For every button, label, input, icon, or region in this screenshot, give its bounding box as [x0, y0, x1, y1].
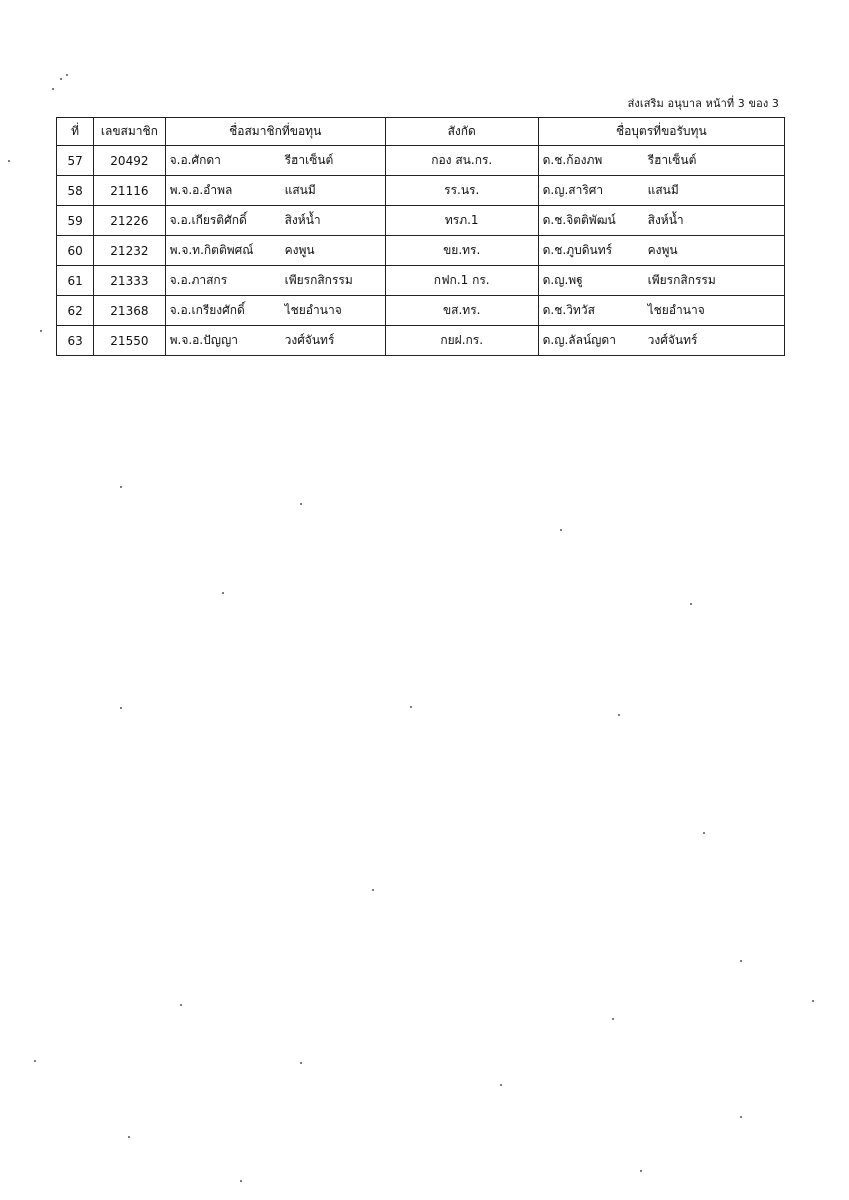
member-first-name: จ.อ.ศักดา — [169, 153, 221, 167]
child-first-name: ด.ญ.พฐู — [542, 273, 583, 287]
cell-member-name — [165, 206, 385, 236]
scan-speck — [8, 160, 10, 162]
cell-child-name — [538, 266, 784, 296]
scan-speck — [40, 330, 42, 332]
cell-member-id: 21550 — [94, 326, 165, 356]
col-header-no: ที่ — [57, 118, 94, 146]
scan-speck — [128, 1136, 130, 1138]
scan-speck — [612, 1018, 614, 1020]
child-first-name: ด.ช.จิตติพัฒน์ — [542, 213, 616, 227]
member-last-name: รีฮาเซ็นต์ — [284, 153, 334, 167]
member-first-name: จ.อ.ภาสกร — [169, 273, 228, 287]
child-last-name: สิงห์น้ำ — [647, 213, 684, 227]
col-header-member-id: เลขสมาชิก — [94, 118, 165, 146]
member-last-name: แสนมี — [284, 183, 316, 197]
cell-unit: กยฝ.กร. — [385, 326, 538, 356]
cell-no: 59 — [57, 206, 94, 236]
cell-unit: กอง สน.กร. — [385, 146, 538, 176]
table-row — [57, 176, 785, 206]
cell-member-name — [165, 326, 385, 356]
cell-member-id: 21368 — [94, 296, 165, 326]
scan-speck — [812, 1000, 814, 1002]
cell-member-name — [165, 146, 385, 176]
scan-speck — [703, 832, 705, 834]
cell-member-id: 21333 — [94, 266, 165, 296]
cell-member-id: 21232 — [94, 236, 165, 266]
table-row — [57, 236, 785, 266]
scholarship-table — [56, 117, 785, 356]
cell-unit: กฟก.1 กร. — [385, 266, 538, 296]
cell-child-name — [538, 326, 784, 356]
cell-no: 58 — [57, 176, 94, 206]
child-last-name: แสนมี — [647, 183, 679, 197]
cell-member-id: 21226 — [94, 206, 165, 236]
member-first-name: พ.จ.อ.ปัญญา — [169, 333, 238, 347]
cell-member-name — [165, 176, 385, 206]
scan-speck — [120, 486, 122, 488]
scan-speck — [240, 1180, 242, 1182]
child-last-name: คงพูน — [647, 243, 678, 257]
cell-child-name — [538, 176, 784, 206]
member-first-name: พ.จ.อ.อำพล — [169, 183, 233, 197]
member-last-name: สิงห์น้ำ — [284, 213, 321, 227]
scan-speck — [690, 603, 692, 605]
table-row — [57, 326, 785, 356]
member-first-name: จ.อ.เกรียงศักดิ์ — [169, 303, 245, 317]
table-row — [57, 206, 785, 236]
member-first-name: พ.จ.ท.กิตติพศณ์ — [169, 243, 254, 257]
scan-speck — [618, 714, 620, 716]
cell-member-id: 21116 — [94, 176, 165, 206]
cell-no: 61 — [57, 266, 94, 296]
scan-speck — [34, 1060, 36, 1062]
child-last-name: ไชยอำนาจ — [647, 303, 705, 317]
member-last-name: คงพูน — [284, 243, 315, 257]
cell-no: 57 — [57, 146, 94, 176]
scan-speck — [180, 1004, 182, 1006]
col-header-child-name: ชื่อบุตรที่ขอรับทุน — [538, 118, 784, 146]
table-row — [57, 266, 785, 296]
table-row — [57, 296, 785, 326]
scan-speck — [372, 889, 374, 891]
member-last-name: ไชยอำนาจ — [284, 303, 342, 317]
cell-no: 63 — [57, 326, 94, 356]
child-last-name: เพียรกสิกรรม — [647, 273, 716, 287]
cell-child-name — [538, 236, 784, 266]
child-last-name: วงศ์จันทร์ — [647, 333, 698, 347]
scan-speck — [640, 1170, 642, 1172]
child-first-name: ด.ช.ก้องภพ — [542, 153, 603, 167]
col-header-member-name: ชื่อสมาชิกที่ขอทุน — [165, 118, 385, 146]
scan-speck — [300, 1062, 302, 1064]
scan-speck — [52, 88, 54, 90]
scan-speck — [410, 706, 412, 708]
scan-speck — [740, 1116, 742, 1118]
scan-speck — [66, 74, 68, 76]
table-header-row — [57, 118, 785, 146]
member-last-name: วงศ์จันทร์ — [284, 333, 335, 347]
cell-member-name — [165, 236, 385, 266]
scan-speck — [300, 503, 302, 505]
scan-speck — [740, 960, 742, 962]
page-header-note: ส่งเสริม อนุบาล หน้าที่ 3 ของ 3 — [627, 97, 779, 110]
scan-speck — [560, 529, 562, 531]
col-header-unit: สังกัด — [385, 118, 538, 146]
child-first-name: ด.ช.ภูบดินทร์ — [542, 243, 613, 257]
child-first-name: ด.ญ.สาริศา — [542, 183, 604, 197]
cell-no: 62 — [57, 296, 94, 326]
child-last-name: รีฮาเซ็นต์ — [647, 153, 697, 167]
child-first-name: ด.ญ.ลัลน์ญดา — [542, 333, 616, 347]
cell-child-name — [538, 206, 784, 236]
cell-unit: ขส.ทร. — [385, 296, 538, 326]
scan-speck — [120, 707, 122, 709]
table-row — [57, 146, 785, 176]
member-first-name: จ.อ.เกียรติศักดิ์ — [169, 213, 247, 227]
cell-member-name — [165, 266, 385, 296]
scan-speck — [60, 78, 62, 80]
cell-unit: รร.นร. — [385, 176, 538, 206]
cell-member-name — [165, 296, 385, 326]
cell-child-name — [538, 296, 784, 326]
cell-no: 60 — [57, 236, 94, 266]
member-last-name: เพียรกสิกรรม — [284, 273, 353, 287]
child-first-name: ด.ช.วิทวัส — [542, 303, 595, 317]
cell-member-id: 20492 — [94, 146, 165, 176]
cell-child-name — [538, 146, 784, 176]
cell-unit: ทรภ.1 — [385, 206, 538, 236]
scan-speck — [500, 1084, 502, 1086]
cell-unit: ขย.ทร. — [385, 236, 538, 266]
scan-speck — [222, 592, 224, 594]
